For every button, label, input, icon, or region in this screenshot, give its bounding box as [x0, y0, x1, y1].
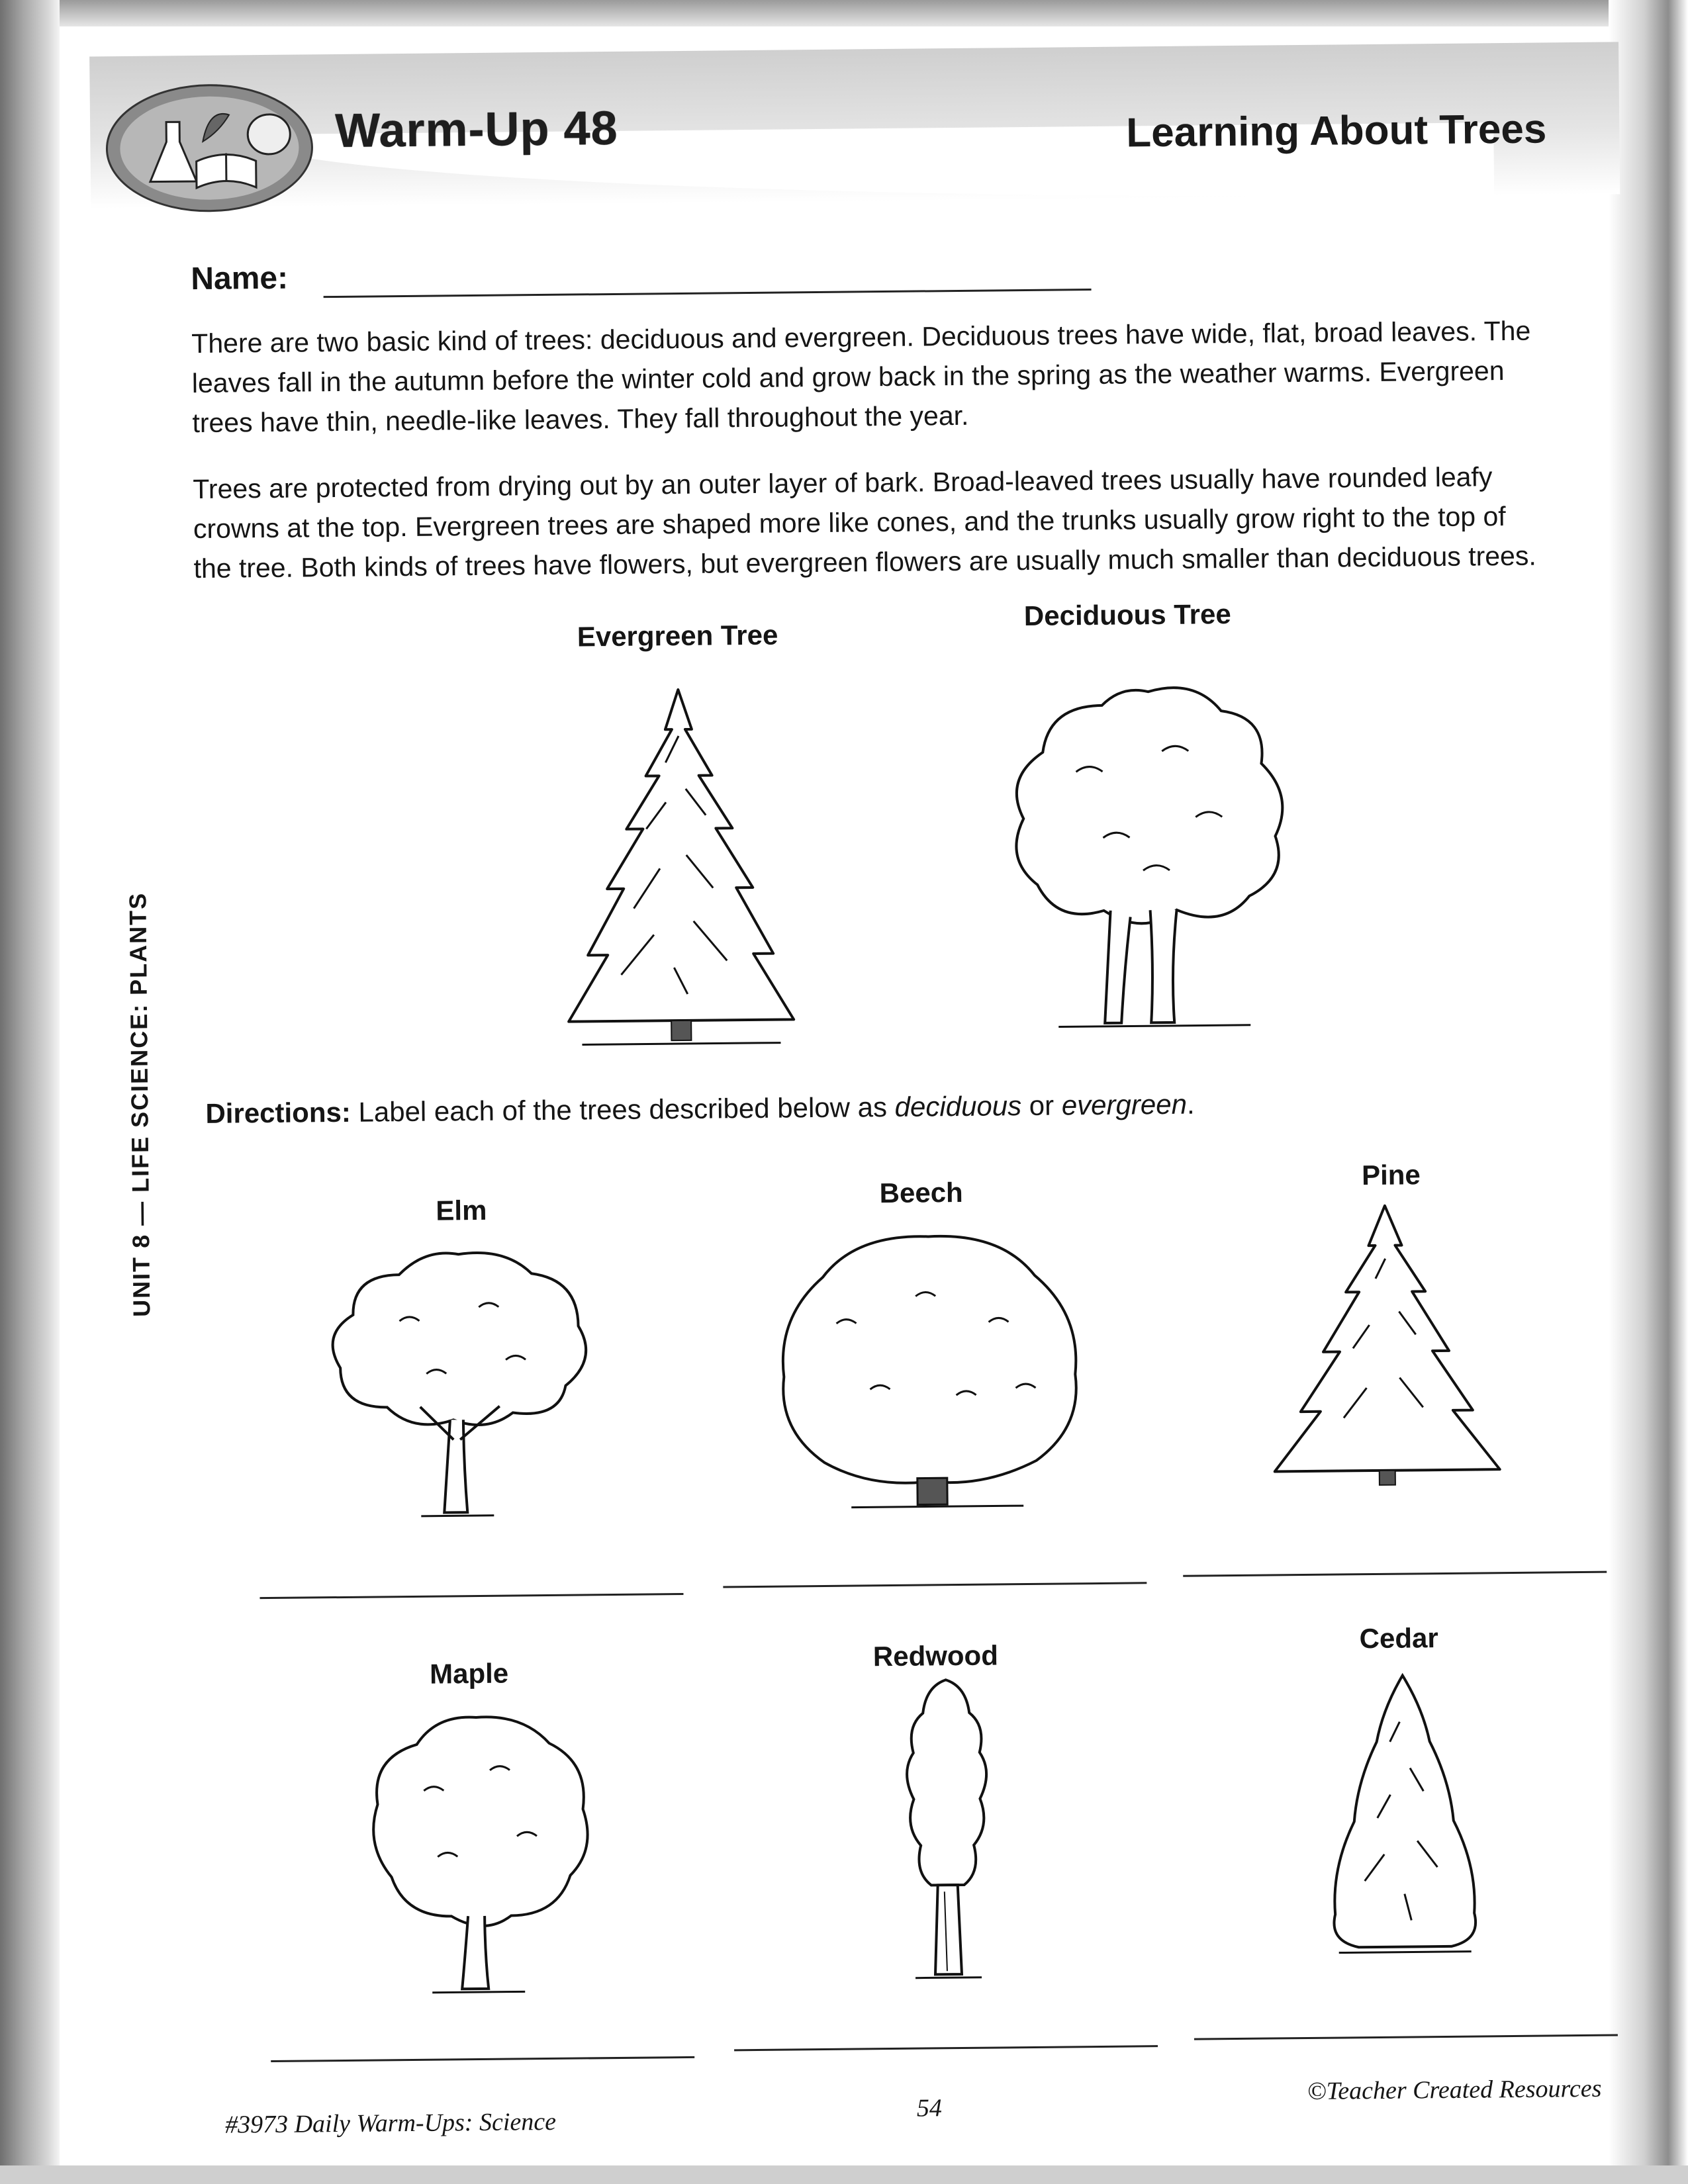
directions-or: or	[1021, 1089, 1062, 1122]
pine-tree-illustration	[1259, 1198, 1513, 1492]
tree-name-pine: Pine	[1361, 1159, 1421, 1191]
intro-paragraph: There are two basic kind of trees: deciduous and evergreen. Deciduous trees have wide, flat, broad leaves. The leaves fall in the autumn before the winter cold and grow back in the spring as the weather warms. Evergreen trees have thin, needle-like leaves. They fall throughout the year.	[191, 315, 1531, 439]
deciduous-tree-illustration	[996, 670, 1303, 1044]
tree-name-elm: Elm	[436, 1194, 487, 1226]
tree-name-beech: Beech	[879, 1176, 963, 1209]
tree-name-cedar: Cedar	[1359, 1622, 1438, 1655]
science-badge-icon	[103, 81, 316, 215]
name-label: Name:	[191, 260, 289, 297]
worksheet-page	[17, 12, 1646, 2171]
answer-line-elm[interactable]	[259, 1593, 683, 1599]
directions	[205, 1089, 1195, 1130]
cedar-tree-illustration	[1317, 1668, 1491, 1967]
deciduous-tree-label: Deciduous Tree	[1023, 598, 1231, 632]
footer-publisher: ©Teacher Created Resources	[1307, 2074, 1602, 2106]
worksheet-title: Warm-Up 48	[334, 101, 619, 158]
directions-period: .	[1186, 1088, 1195, 1120]
elm-tree-illustration	[319, 1240, 600, 1533]
answer-line-maple[interactable]	[271, 2056, 694, 2062]
answer-line-beech[interactable]	[723, 1582, 1147, 1588]
directions-text: Label each of the trees described below as	[350, 1091, 895, 1128]
footer-page-number: 54	[916, 2094, 943, 2122]
bark-paragraph: Trees are protected from drying out by an outer layer of bark. Broad-leaved trees usually have rounded leafy crowns at the top. Evergreen trees are shaped more like cones, and the trunks usually grow right to the top of the tree. Both kinds of trees have flowers, but evergreen flowers are usually much smaller than deciduous trees.	[193, 461, 1536, 584]
unit-side-tab: UNIT 8 — LIFE SCIENCE: PLANTS	[124, 891, 156, 1318]
maple-tree-illustration	[357, 1703, 598, 2009]
worksheet-topic: Learning About Trees	[1125, 106, 1547, 156]
answer-line-redwood[interactable]	[734, 2045, 1158, 2051]
name-field[interactable]	[324, 289, 1092, 298]
tree-name-redwood: Redwood	[872, 1639, 999, 1672]
evergreen-tree-illustration	[552, 682, 807, 1055]
directions-term-deciduous: deciduous	[894, 1090, 1022, 1122]
directions-label: Directions:	[205, 1096, 352, 1129]
answer-line-pine[interactable]	[1183, 1571, 1607, 1577]
directions-term-evergreen: evergreen	[1061, 1088, 1188, 1121]
redwood-tree-illustration	[886, 1672, 1009, 1991]
answer-line-cedar[interactable]	[1194, 2034, 1618, 2040]
footer-book-title: #3973 Daily Warm-Ups: Science	[224, 2107, 557, 2139]
tree-name-maple: Maple	[429, 1657, 509, 1690]
evergreen-tree-label: Evergreen Tree	[577, 619, 778, 653]
beech-tree-illustration	[769, 1222, 1090, 1523]
